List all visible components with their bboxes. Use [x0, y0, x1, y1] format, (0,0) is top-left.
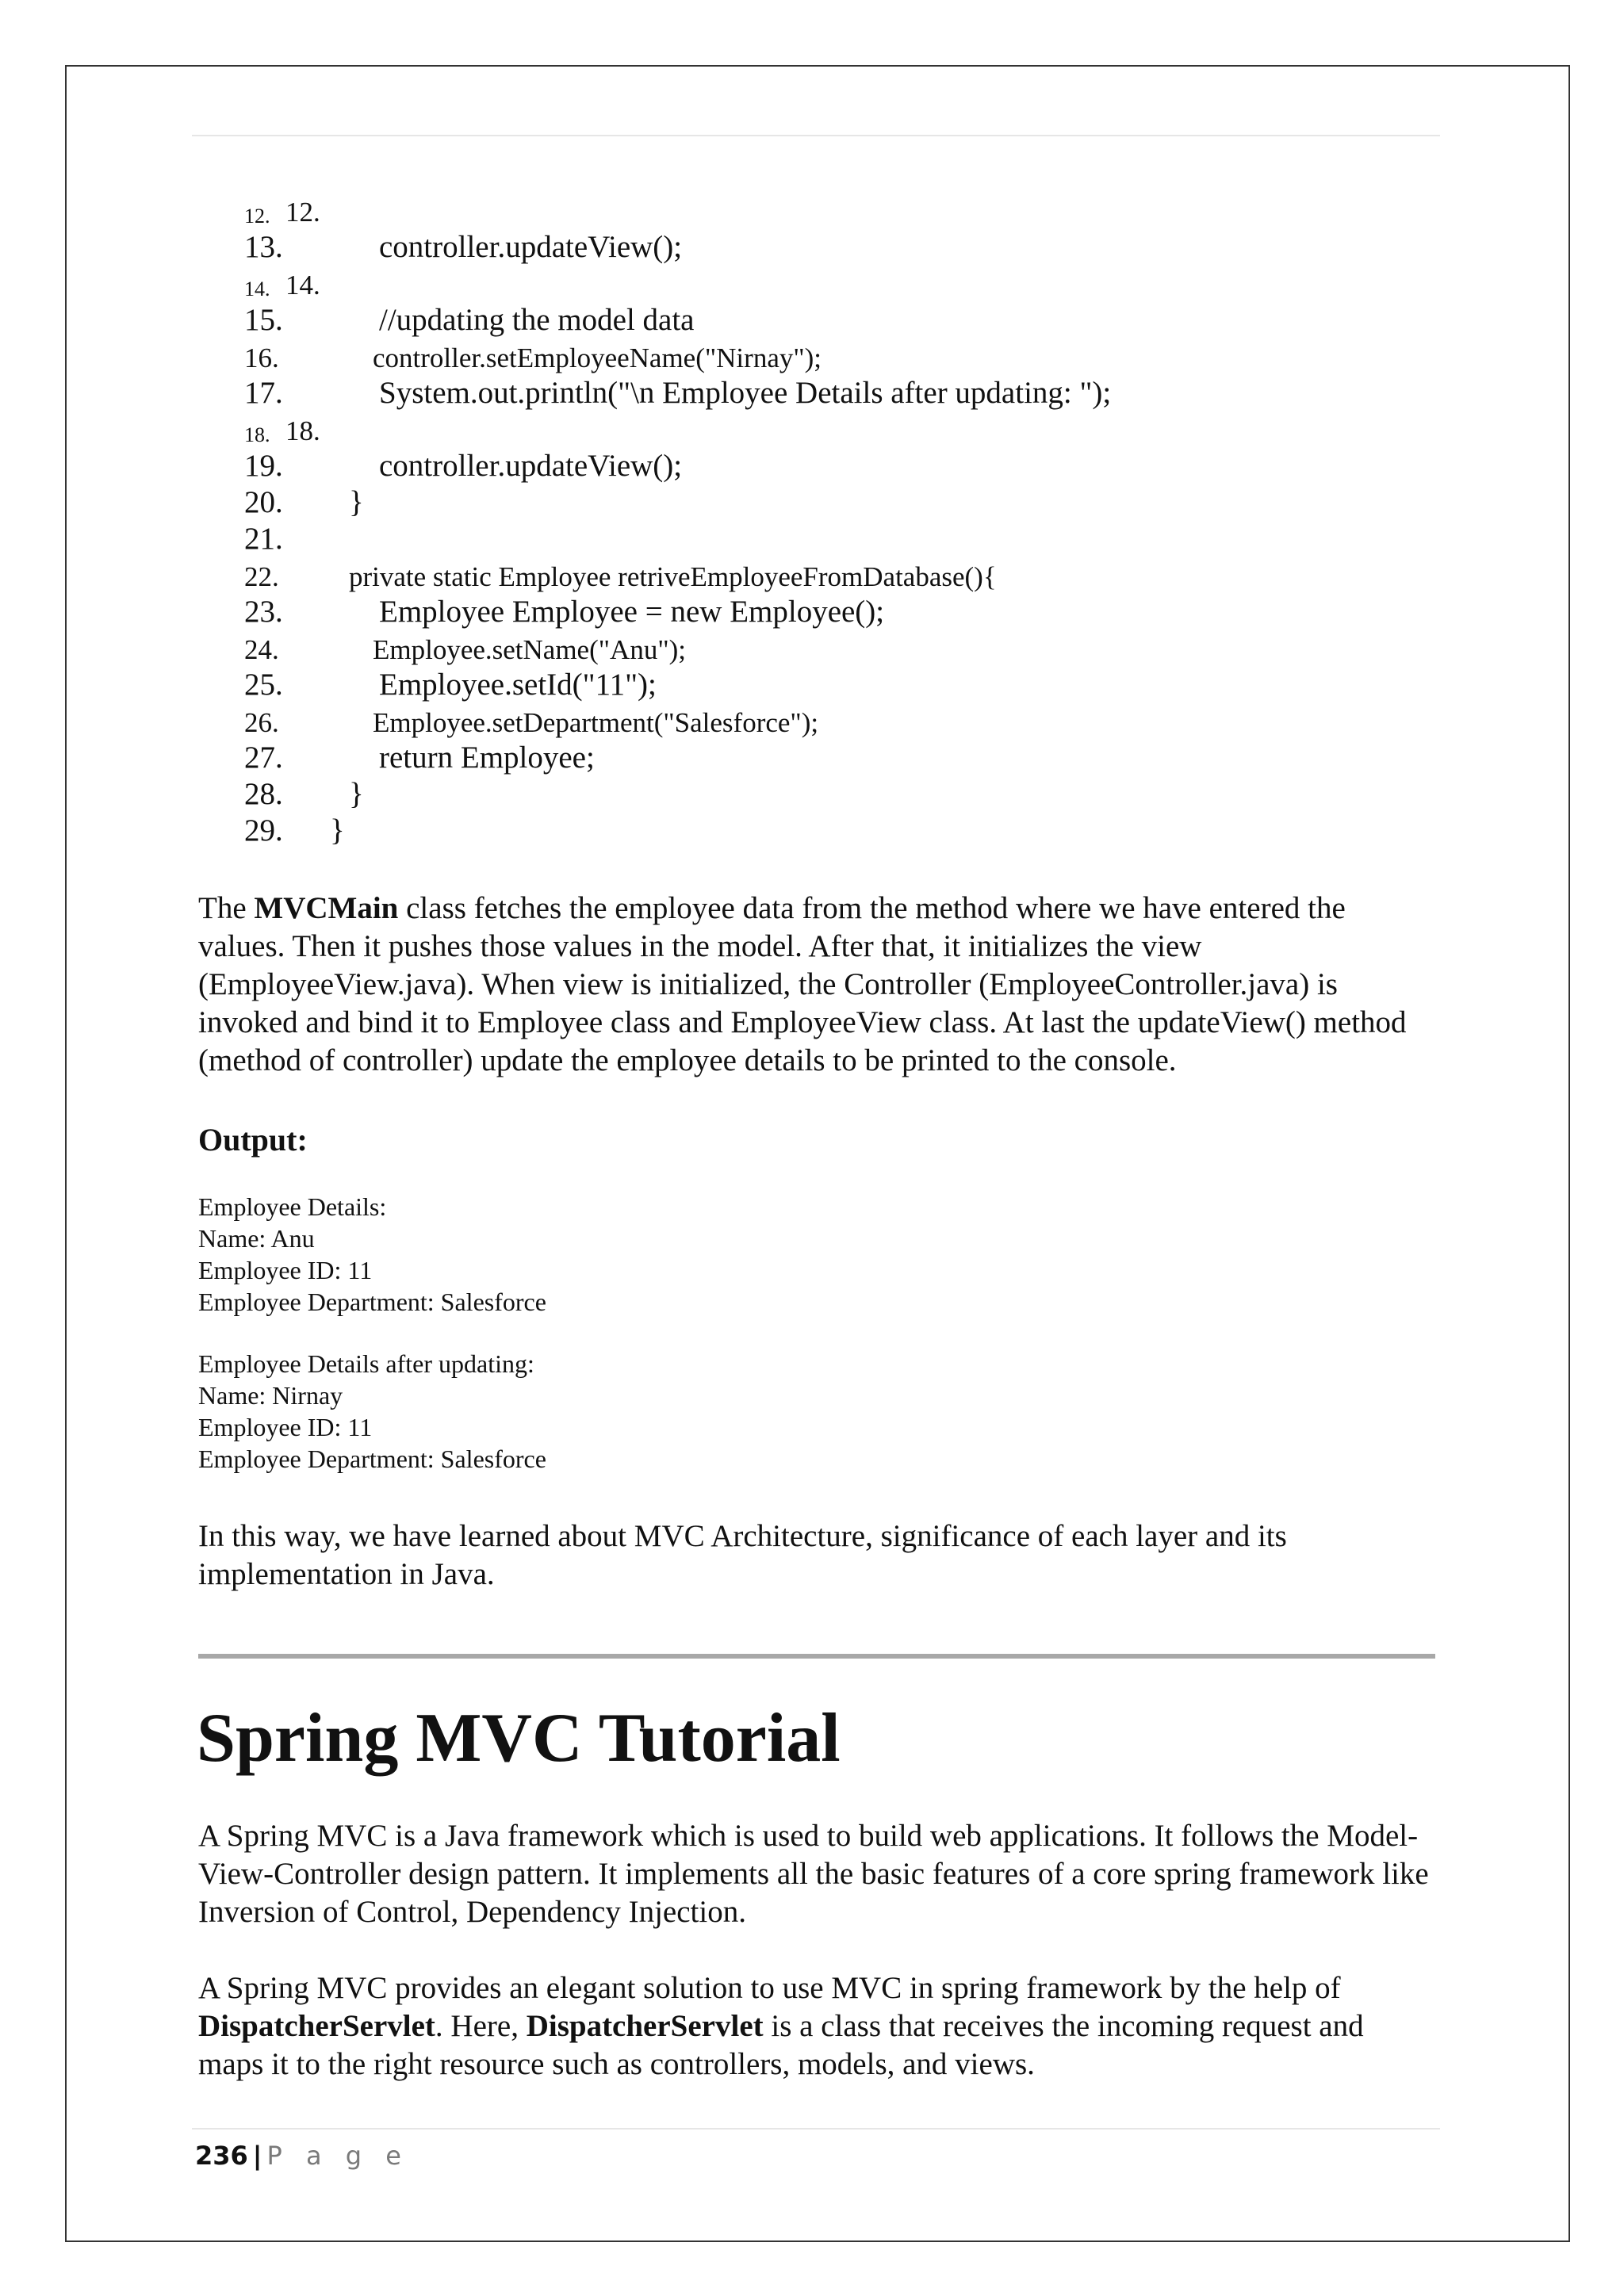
para-text: The	[198, 891, 255, 925]
code-line-number: 15.	[244, 303, 283, 337]
output-line: Employee Department: Salesforce	[198, 1288, 546, 1316]
code-line-text: }	[349, 485, 364, 519]
output-heading: Output:	[198, 1122, 308, 1158]
output-block-initial	[198, 1191, 546, 1318]
code-line-number: 28.	[244, 777, 283, 811]
code-line	[244, 341, 1434, 377]
code-line-text: controller.setEmployeeName("Nirnay");	[373, 342, 822, 373]
code-line	[244, 523, 1434, 560]
code-line-number: 14.	[244, 277, 270, 300]
code-line-number: 24.	[244, 634, 279, 665]
code-line-text: Employee.setDepartment("Salesforce");	[373, 707, 819, 738]
code-line-text: 14.	[285, 270, 320, 300]
code-line	[244, 232, 1434, 268]
code-line	[244, 706, 1434, 742]
code-line	[244, 195, 1434, 232]
code-line-text: 18.	[285, 415, 320, 446]
code-line-number: 13.	[244, 230, 283, 264]
code-listing	[244, 195, 1434, 851]
code-line-text: private static Employee retriveEmployeeFromDatabase(){	[349, 561, 997, 592]
output-line: Employee Details after updating:	[198, 1349, 534, 1378]
code-line	[244, 487, 1434, 523]
output-line: Name: Anu	[198, 1224, 315, 1253]
code-line	[244, 669, 1434, 706]
page-number: 236	[195, 2141, 248, 2171]
footer-rule	[192, 2128, 1440, 2130]
dispatcherservlet-term: DispatcherServlet	[526, 2009, 764, 2043]
spring-intro-paragraph: A Spring MVC is a Java framework which is used to build web applications. It follows the Model-View-Controller design pattern. It implements all the basic features of a core spring framework like Inversion of Control, Dependency Injection.	[198, 1819, 1429, 1929]
output-line: Employee ID: 11	[198, 1256, 373, 1284]
code-line	[244, 304, 1434, 341]
page-label: P a g e	[266, 2141, 409, 2171]
page-footer	[195, 2141, 409, 2171]
code-line-text: System.out.println("\n Employee Details after updating: ");	[379, 376, 1112, 410]
conclusion-paragraph: In this way, we have learned about MVC Architecture, significance of each layer and its implementation in Java.	[198, 1519, 1287, 1591]
mvcmain-term: MVCMain	[254, 891, 399, 925]
dispatcherservlet-term: DispatcherServlet	[198, 2009, 435, 2043]
code-line	[244, 815, 1434, 851]
code-line	[244, 596, 1434, 633]
section-separator	[198, 1654, 1435, 1659]
mvcmain-paragraph	[198, 890, 1435, 1080]
code-line	[244, 414, 1434, 450]
code-line	[244, 377, 1434, 414]
code-line-number: 21.	[244, 522, 283, 556]
section-title: Spring MVC Tutorial	[197, 1700, 841, 1777]
para-text: class fetches the employee data from the method where we have entered the values. Then it pushes those values in the model. After that, it initializes the view (EmployeeView.java). When view is initialized, the Controller (EmployeeController.java) is invoked and bind it to Employee class and EmployeeView class. At last the updateView() method (method of controller) update the employee details to be printed to the console.	[198, 891, 1407, 1077]
code-line-text: //updating the model data	[379, 303, 695, 337]
para-text: A Spring MVC provides an elegant solution to use MVC in spring framework by the help of	[198, 1971, 1341, 2005]
code-line-text: Employee.setName("Anu");	[373, 634, 686, 665]
code-line	[244, 560, 1434, 596]
code-line-number: 17.	[244, 376, 283, 410]
code-line-number: 23.	[244, 595, 283, 629]
code-line-text: }	[330, 813, 345, 848]
code-line-text: Employee Employee = new Employee();	[379, 595, 885, 629]
code-line-number: 12.	[244, 205, 270, 228]
code-line-number: 27.	[244, 740, 283, 775]
code-line	[244, 742, 1434, 779]
code-line-number: 16.	[244, 342, 279, 373]
code-line-text: controller.updateView();	[379, 449, 683, 483]
code-line-number: 22.	[244, 561, 279, 592]
output-block-updated	[198, 1348, 546, 1475]
code-line-text: }	[349, 777, 364, 811]
code-line-number: 26.	[244, 707, 279, 738]
code-line	[244, 450, 1434, 487]
code-line-number: 20.	[244, 485, 283, 519]
code-line-number: 29.	[244, 813, 283, 848]
code-line	[244, 779, 1434, 815]
output-line: Employee ID: 11	[198, 1413, 373, 1441]
code-line-text: return Employee;	[379, 740, 595, 775]
code-line-number: 18.	[244, 423, 270, 446]
para-text: . Here,	[435, 2009, 527, 2043]
header-rule	[192, 135, 1440, 136]
output-line: Employee Department: Salesforce	[198, 1445, 546, 1473]
code-line-number: 19.	[244, 449, 283, 483]
code-line-text: Employee.setId("11");	[379, 668, 657, 702]
code-line	[244, 268, 1434, 304]
code-line-number: 25.	[244, 668, 283, 702]
code-line	[244, 633, 1434, 669]
footer-separator: |	[252, 2141, 262, 2171]
output-line: Employee Details:	[198, 1192, 387, 1221]
output-line: Name: Nirnay	[198, 1381, 343, 1410]
code-line-text: controller.updateView();	[379, 230, 683, 264]
para-text: is a class that receives the incoming request and maps it to the right resource such as controllers, models, and views.	[198, 2009, 1364, 2081]
code-line-text: 12.	[285, 197, 320, 228]
dispatcher-paragraph	[198, 1969, 1435, 2084]
